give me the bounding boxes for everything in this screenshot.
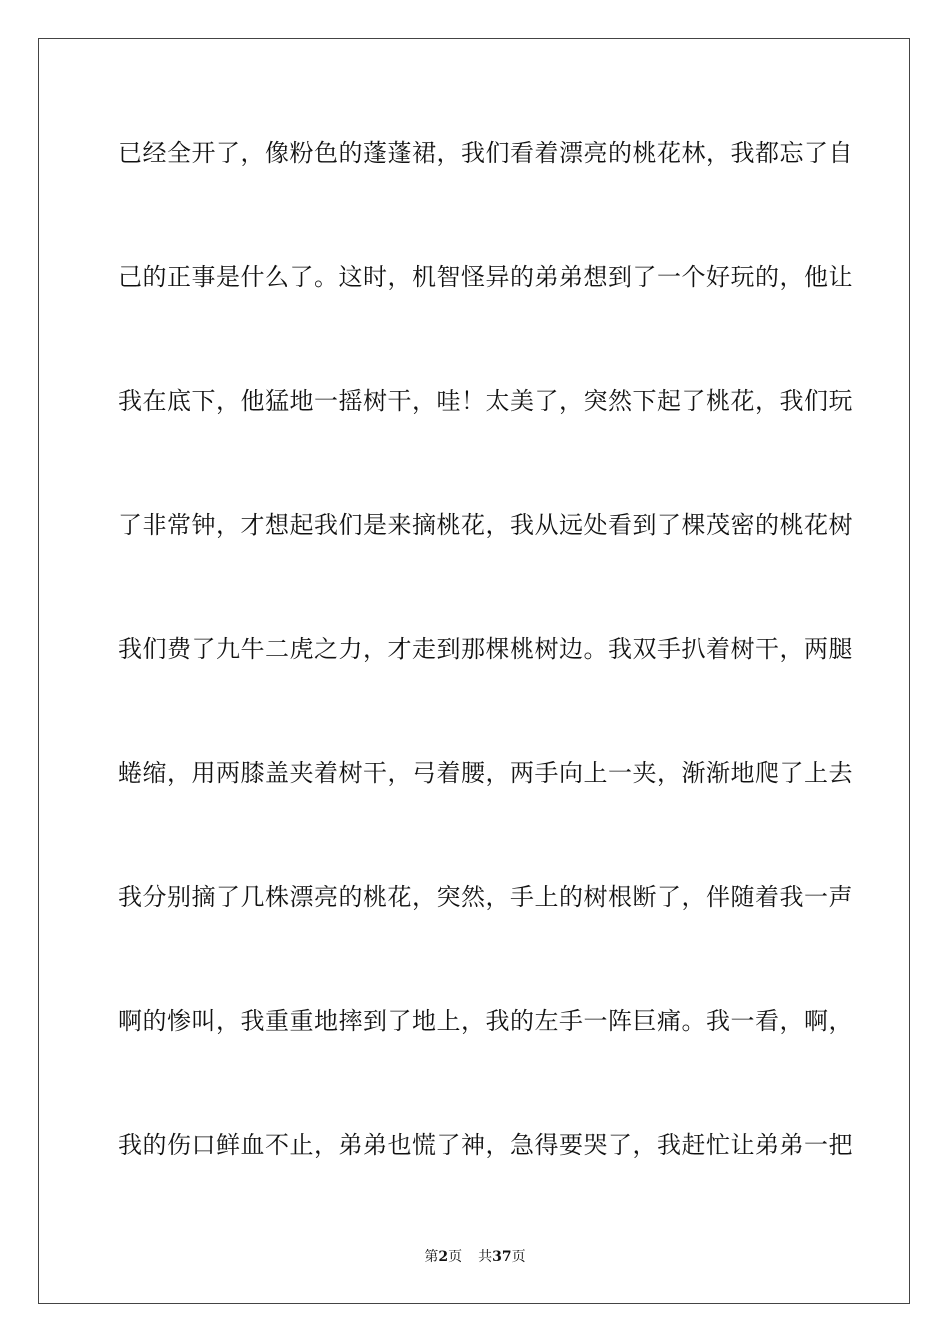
text-line: 我分别摘了几株漂亮的桃花，突然，手上的树根断了，伴随着我一声 [118, 883, 853, 911]
page-footer [0, 1247, 950, 1267]
text-line: 我在底下，他猛地一摇树干，哇！太美了，突然下起了桃花，我们玩 [118, 387, 853, 415]
total-suffix: 页 [511, 1249, 526, 1265]
text-line: 了非常钟，才想起我们是来摘桃花，我从远处看到了棵茂密的桃花树 [118, 511, 853, 539]
total-pages: 37 [492, 1249, 512, 1265]
text-line: 啊的惨叫，我重重地摔到了地上，我的左手一阵巨痛。我一看，啊， [118, 1007, 853, 1035]
total-prefix: 共 [478, 1249, 493, 1265]
page-prefix: 第 [424, 1249, 439, 1265]
text-line: 己的正事是什么了。这时，机智怪异的弟弟想到了一个好玩的，他让 [118, 263, 853, 291]
text-line: 我的伤口鲜血不止，弟弟也慌了神，急得要哭了，我赶忙让弟弟一把 [118, 1131, 853, 1159]
text-line: 蜷缩，用两膝盖夹着树干，弓着腰，两手向上一夹，渐渐地爬了上去 [118, 759, 853, 787]
document-body [118, 122, 853, 1238]
text-line: 我们费了九牛二虎之力，才走到那棵桃树边。我双手扒着树干，两腿 [118, 635, 853, 663]
page-suffix: 页 [448, 1249, 463, 1265]
text-line: 已经全开了，像粉色的蓬蓬裙，我们看着漂亮的桃花林，我都忘了自 [118, 139, 853, 167]
page-number: 2 [438, 1249, 449, 1265]
